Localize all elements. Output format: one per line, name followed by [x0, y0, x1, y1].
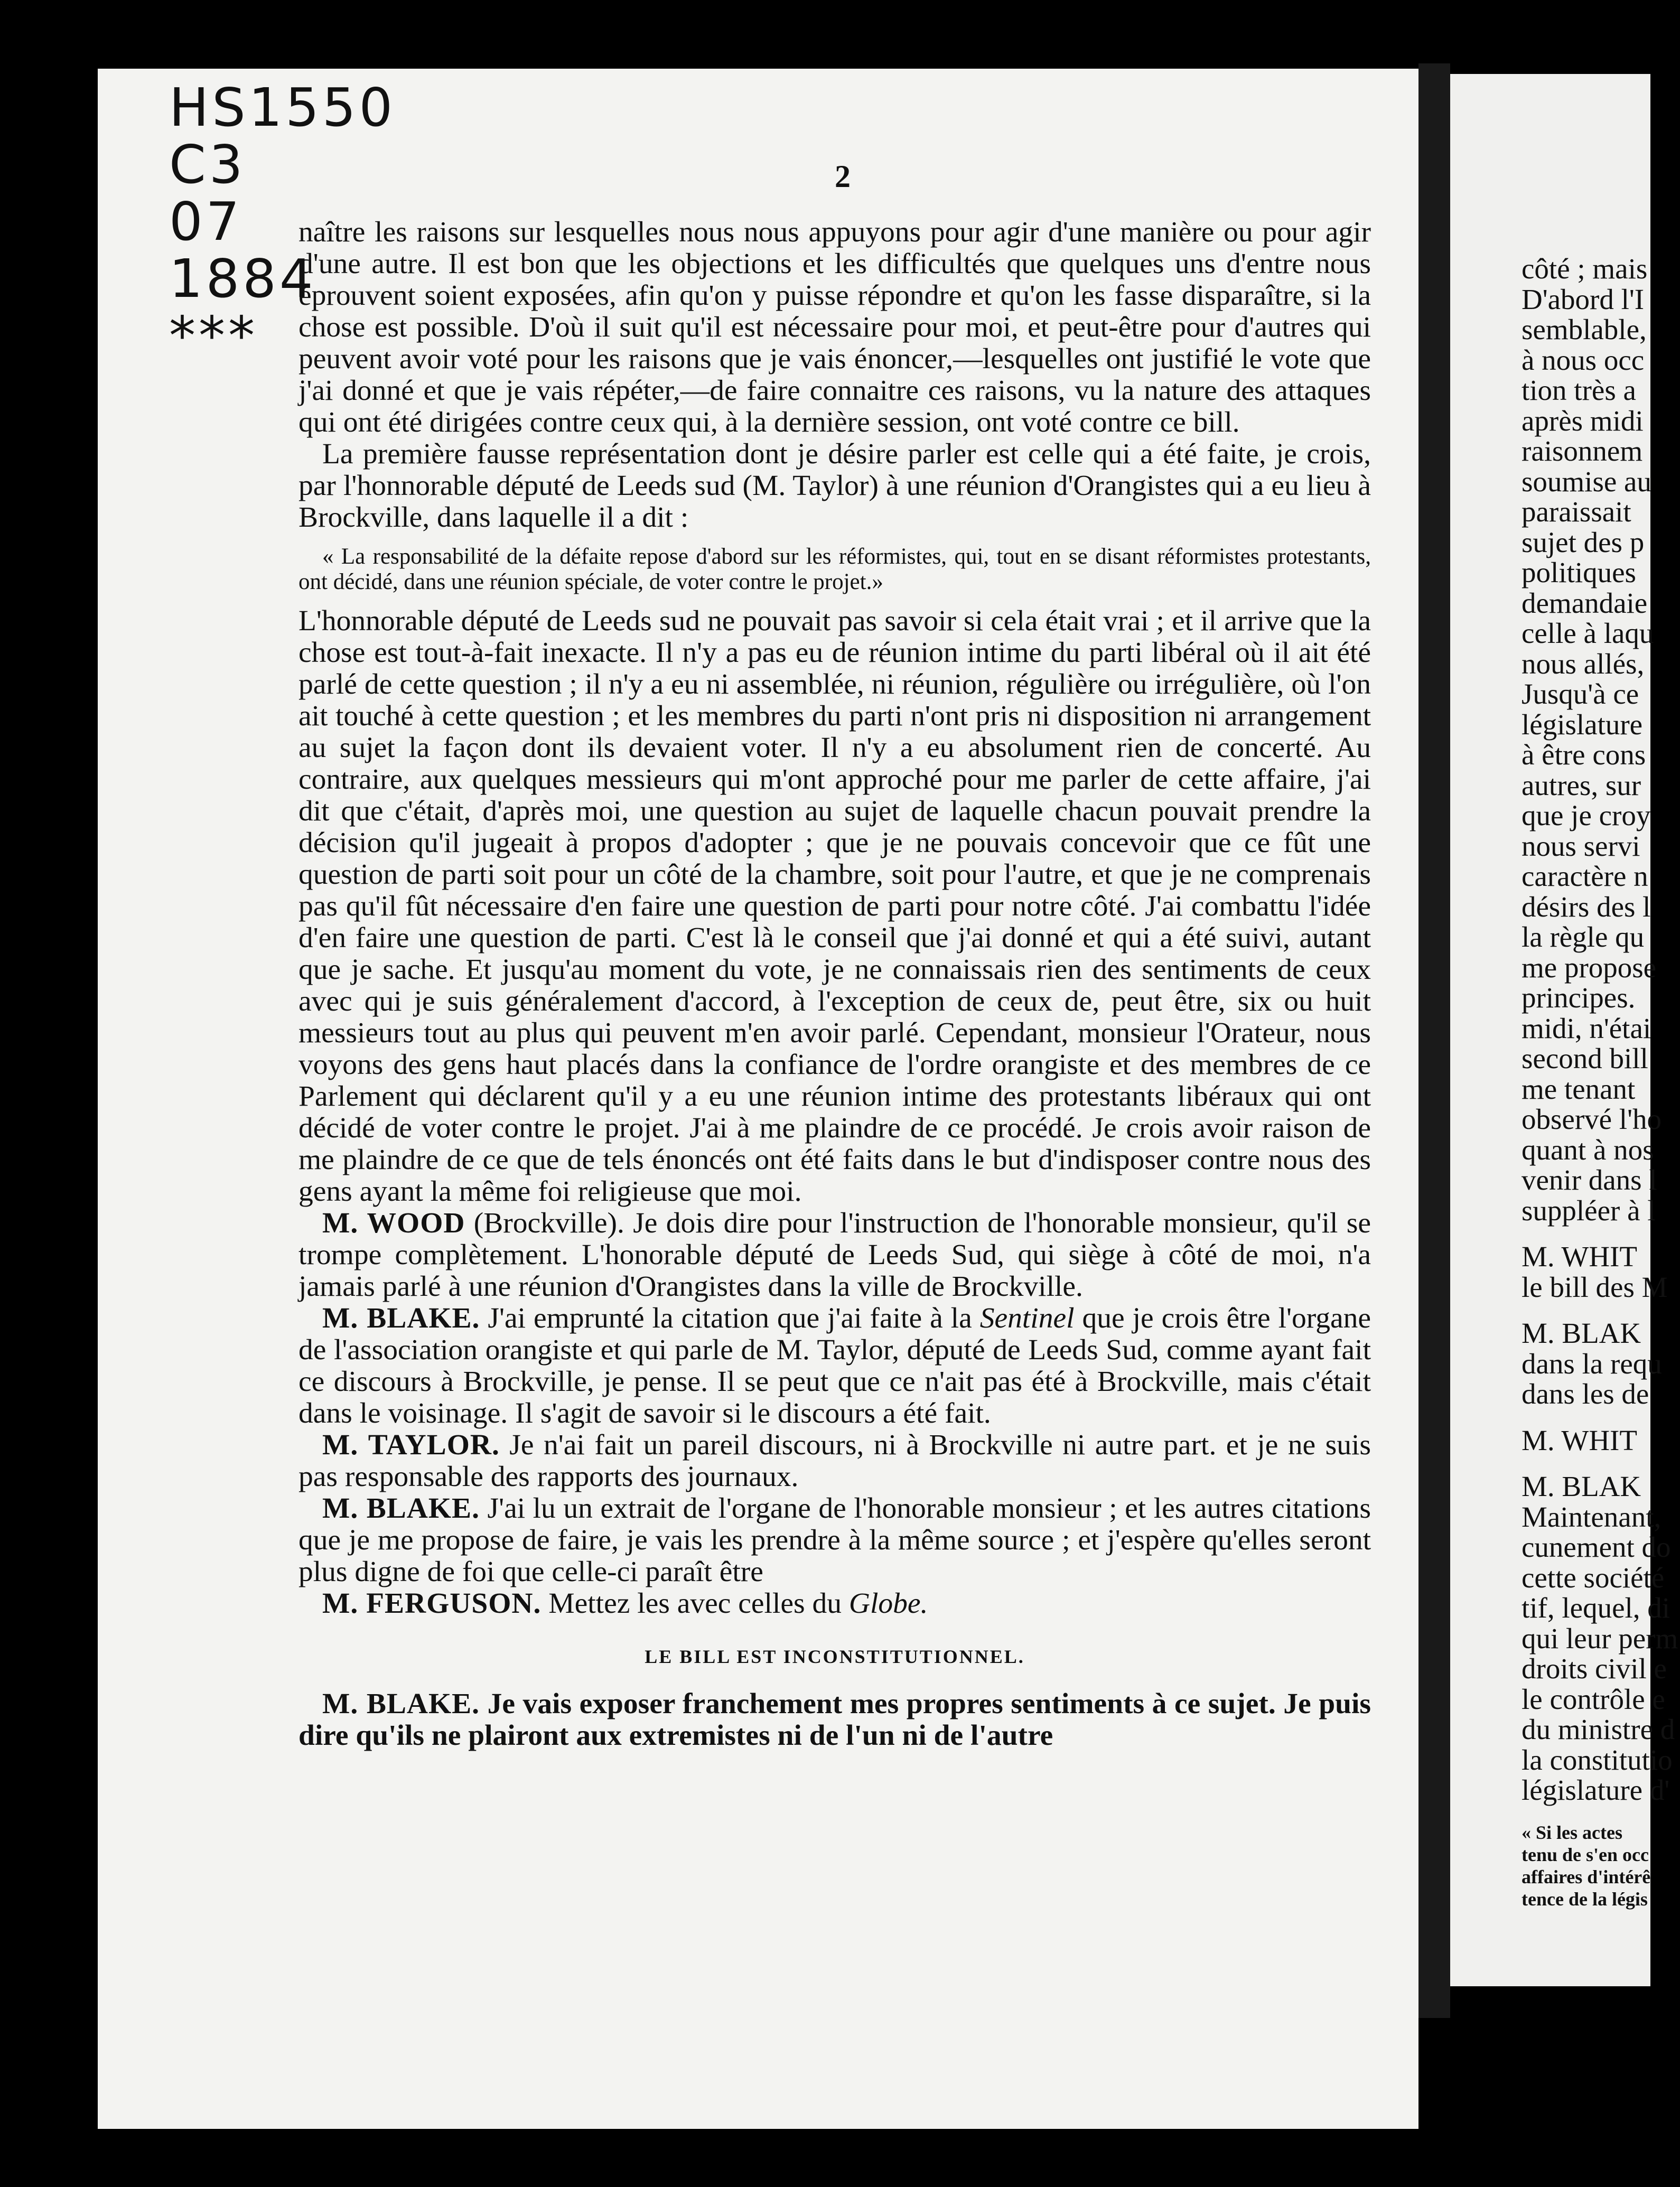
text-line: M. BLAK [1522, 1470, 1641, 1502]
text-line: le contrôle e [1522, 1683, 1665, 1715]
text-line: la constitutio [1522, 1743, 1673, 1776]
speech-blake [298, 1688, 1371, 1752]
text-line: législature d' [1522, 1774, 1670, 1806]
text-line: paraissait [1522, 496, 1631, 528]
speech-ferguson [298, 1588, 1371, 1620]
text-line: autres, sur [1522, 769, 1641, 801]
text-line: droits civil e [1522, 1652, 1667, 1685]
paragraph: L'honnorable député de Leeds sud ne pouvait pas savoir si cela était vrai ; et il arrive que la chose est tout-à-fait inexacte. Il n'y a pas eu de réunion intime du parti libéral où il ait été parlé de cette question ; il n'y a eu ni assemblée, ni réunion, régulière ou irrégulière, où l'on ait touché à cette question ; et les membres du parti n'ont pris ni disposition ni arrangement au sujet la façon dont ils devaient voter. Il n'y a eu absolument rien de concerté. Au contraire, aux quelques messieurs qui m'ont approché pour me parler de cette affaire, j'ai dit que c'était, d'après moi, une question au sujet de laquelle chacun pouvait prendre la décision qu'il jugeait à propos d'adopter ; que je ne pouvais concevoir que ce fût une question de parti soit pour un côté de la chambre, soit pour l'autre, et que je ne comprenais pas qu'il fût nécessaire d'en faire une question de parti pour notre côté. J'ai combattu l'idée d'en faire une question de parti. C'est là le conseil que j'ai donné et qui a été suivi, autant que je sache. Et jusqu'au moment du vote, je ne connaissais rien des sentiments de ceux avec qui je suis généralement d'accord, à l'exception de ceux de, peut être, six ou huit messieurs tout au plus qui peuvent m'en avoir parlé. Cependant, monsieur l'Orateur, nous voyons des gens haut placés dans la confiance de l'ordre orangiste et des membres de ce Parlement qui déclarent qu'il y a eu une réunion intime des protestants libéraux qui ont décidé de voter contre le projet. J'ai à me plaindre de ce procédé. Je crois avoir raison de me plaindre de ce que de tels énoncés ont été faits dans le but d'indisposer contre nous des gens ayant la même foi religieuse que moi. [298, 605, 1371, 1208]
speech-text: Mettez les avec celles du [548, 1587, 842, 1620]
text-line: M. WHIT [1522, 1424, 1637, 1456]
text-line: raisonnem [1522, 435, 1643, 467]
speech-blake [298, 1493, 1371, 1588]
text-line: qui leur perm [1522, 1622, 1678, 1655]
paragraph: La première fausse représentation dont je désire parler est celle qui a été faite, je crois, par l'honnorable député de Leeds sud (M. Taylor) à une réunion d'Orangistes qui a eu lieu à Brockville, dans laquelle il a dit : [298, 438, 1371, 534]
text-line: demandaie [1522, 586, 1648, 619]
text-line: celle à laqu [1522, 617, 1654, 649]
text-line: M. WHIT [1522, 1240, 1637, 1273]
text-line: cette société [1522, 1561, 1665, 1594]
text-line: après midi [1522, 404, 1644, 437]
page-number: 2 [835, 159, 851, 194]
speech-text: J'ai emprunté la citation que j'ai faite à la [488, 1302, 972, 1334]
text-line: midi, n'étai [1522, 1012, 1651, 1044]
paragraph: naître les raisons sur lesquelles nous nous appuyons pour agir d'une manière ou pour agir d'une autre. Il est bon que les objections et les difficultés que quelques uns d'entre nous éprouvent soient exposées, afin qu'on y puisse répondre et qu'on les fasse disparaître, si la chose est possible. D'où il suit qu'il est nécessaire pour moi, et peut-être pour d'autres qui peuvent avoir voté pour les raisons que je vais énoncer,—lesquelles ont justifié le vote que j'ai donné et que je vais répéter,—de faire connaitre ces raisons, vu la nature des attaques qui ont été dirigées contre ceux qui, à la dernière session, ont voté contre ce bill. [298, 216, 1371, 438]
publication-name: Sentinel [979, 1302, 1075, 1334]
text-line: soumise au [1522, 465, 1651, 498]
handwritten-note: HS1550 [169, 77, 396, 138]
speech-text: J'ai lu un extrait de l'organe de l'honorable monsieur ; et les autres citations que je me propose de faire, je vais les prendre à la même source ; et j'espère qu'elles seront plus digne de foi que celle-ci paraît être [298, 1492, 1371, 1588]
quote-line: affaires d'intérê [1522, 1866, 1651, 1887]
speaker-name: M. WOOD [322, 1207, 465, 1239]
adjacent-page-column [1522, 254, 1680, 1910]
speaker-name: M. BLAKE. [322, 1688, 480, 1720]
quote-line: « Si les actes [1522, 1821, 1622, 1843]
text-line: venir dans l [1522, 1164, 1657, 1196]
speech-text: Je vais exposer franchement mes propres sentiments à ce sujet. Je puis dire qu'ils ne plairont aux extremistes ni de l'un ni de l'autre [298, 1688, 1371, 1752]
quote-line: tenu de s'en occ [1522, 1844, 1649, 1865]
handwritten-note: *** [169, 305, 258, 367]
speech-text: (Brockville). Je dois dire pour l'instruction de l'honorable monsieur, qu'il se trompe complètement. L'honorable député de Leeds Sud, qui siège à côté de moi, n'a jamais parlé à une réunion d'Orangistes dans la ville de Brockville. [298, 1207, 1371, 1303]
publication-name: Globe. [848, 1587, 928, 1620]
page-gutter [1418, 63, 1450, 2018]
text-line: nous allés, [1522, 647, 1645, 680]
speech-text: que je crois être l'organe de l'association orangiste et qui parle de M. Taylor, député de Leeds Sud, comme ayant fait ce discours à Brockville, je pense. Il se peut que ce n'ait pas été à Brockville, mais c'était dans le voisinage. Il s'agit de savoir si le discours a été fait. [298, 1302, 1371, 1429]
main-column [298, 217, 1371, 1752]
speech-wood [298, 1208, 1371, 1303]
text-line: sujet des p [1522, 526, 1645, 558]
text-line: la règle qu [1522, 921, 1645, 953]
text-line: quant à nos [1522, 1133, 1654, 1166]
speaker-name: M. TAYLOR. [322, 1429, 500, 1461]
section-heading: LE BILL EST INCONSTITUTIONNEL. [645, 1646, 1025, 1667]
text-line: cunement do [1522, 1531, 1671, 1563]
handwritten-note: C3 [169, 134, 246, 195]
text-line: côté ; mais [1522, 253, 1648, 285]
text-line: le bill des M [1522, 1270, 1668, 1303]
text-line: nous servi [1522, 829, 1640, 862]
handwritten-note: 07 [169, 191, 243, 253]
speaker-name: M. FERGUSON. [322, 1587, 542, 1620]
text-line: me tenant [1522, 1072, 1636, 1105]
speaker-name: M. BLAKE. [322, 1492, 480, 1525]
text-line: désirs des l [1522, 890, 1651, 923]
quote-line: tence de la légis [1522, 1888, 1648, 1910]
text-line: caractère n [1522, 860, 1648, 892]
text-line: Jusqu'à ce [1522, 678, 1639, 710]
text-line: semblable, [1522, 313, 1647, 345]
text-line: me propose [1522, 951, 1657, 984]
text-line: tif, lequel, di [1522, 1592, 1670, 1624]
text-line: principes. [1522, 982, 1636, 1014]
text-line: tion très a [1522, 374, 1636, 406]
text-line: du ministre d [1522, 1713, 1675, 1745]
speech-blake [298, 1303, 1371, 1429]
text-line: politiques [1522, 556, 1636, 588]
text-line: D'abord l'I [1522, 283, 1645, 315]
handwritten-note: 1884 [169, 248, 316, 310]
text-line: législature [1522, 708, 1643, 741]
speaker-name: M. BLAKE. [322, 1302, 480, 1334]
text-line: dans les de [1522, 1378, 1649, 1410]
text-line: second bill [1522, 1042, 1648, 1074]
speech-taylor [298, 1429, 1371, 1493]
text-line: suppléer à l [1522, 1194, 1656, 1227]
text-line: que je croy [1522, 799, 1651, 831]
quotation: « La responsabilité de la défaite repose d'abord sur les réformistes, qui, tout en se disant réformistes protestants, ont décidé, dans une réunion spéciale, de voter contre le projet.» [298, 544, 1371, 594]
text-line: dans la requ [1522, 1347, 1662, 1380]
text-line: Maintenant, [1522, 1500, 1662, 1533]
speech-text: Je n'ai fait un pareil discours, ni à Brockville ni autre part. et je ne suis pas responsable des rapports des journaux. [298, 1429, 1371, 1493]
text-line: observé l'ho [1522, 1103, 1662, 1135]
text-line: M. BLAK [1522, 1317, 1641, 1349]
text-line: à être cons [1522, 739, 1646, 771]
text-line: à nous occ [1522, 343, 1645, 376]
